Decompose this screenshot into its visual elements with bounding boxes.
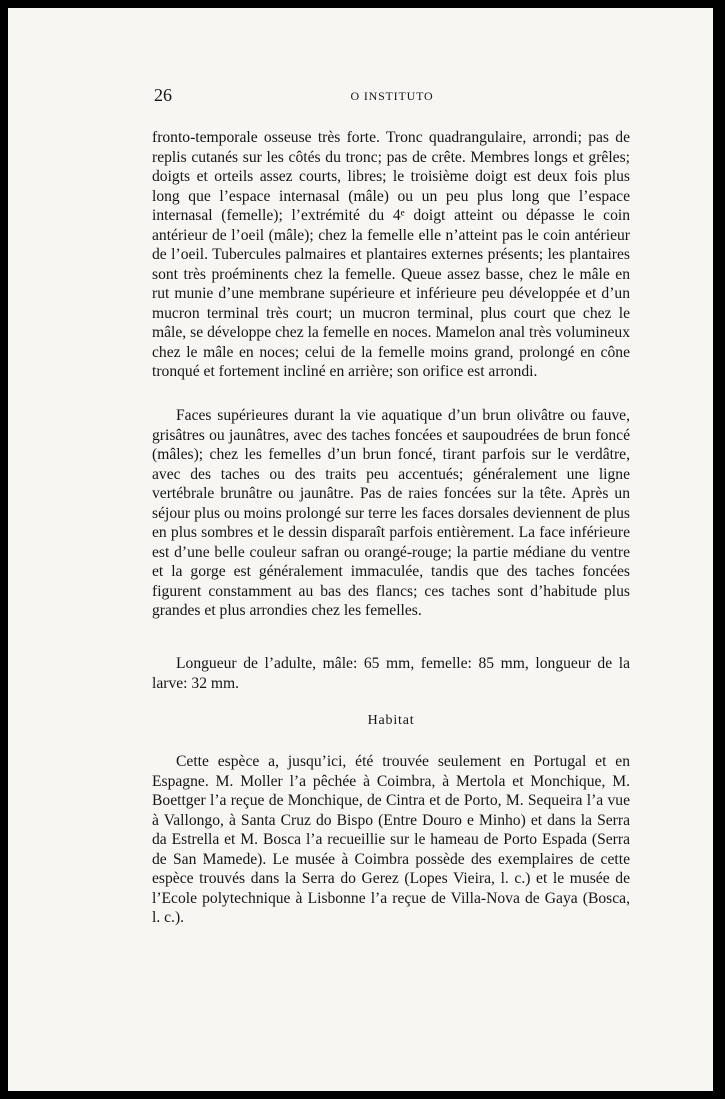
paragraph-morphology: fronto-temporale osseuse très forte. Tronc quadrangulaire, arrondi; pas de replis cutanés sur les côtés du tronc; pas de crête. Membres longs et grêles; doigts et orteils assez courts, libres; le troisième doigt est deux fois plus long que l’espace internasal (mâle) ou un peu plus long que l’espace internasal (femelle); l’extrémité du 4ᵉ doigt atteint ou dépasse le coin antérieur de l’oeil (mâle); chez la femelle elle n’atteint pas le coin antérieur de l’oeil. Tubercules palmaires et plantaires externes présents; les plantaires sont très proéminents chez la femelle. Queue assez basse, chez le mâle en rut munie d’une membrane supérieure et inférieure peu développée et d’un mucron terminal très court; un mucron terminal, plus court que chez le mâle, se développe chez la femelle en noces. Mamelon anal très volumineux chez le mâle en noces; celui de la femelle moins grand, prolongé en cône tronqué et fortement incliné en arrière; son orifice est arrondi.: [152, 129, 630, 380]
page-header: [154, 84, 630, 108]
length-block: [152, 654, 630, 693]
paragraph-length: Longueur de l’adulte, mâle: 65 mm, femelle: 85 mm, longueur de la larve: 32 mm.: [152, 655, 630, 692]
page-number: 26: [154, 85, 172, 105]
coloration-block: [152, 406, 630, 621]
paragraph-habitat: Cette espèce a, jusqu’ici, été trouvée seulement en Portugal et en Espagne. M. Moller l’a pêchée à Coimbra, à Mertola et Monchique, M. Boettger l’a reçue de Monchique, de Cintra et de Porto, M. Sequeira l’a vue à Vallongo, à Santa Cruz do Bispo (Entre Douro e Minho) et dans la Serra da Estrella et M. Bosca l’a recueillie sur le hameau de Porto Espada (Serra de San Mamede). Le musée à Coimbra possède des exemplaires de cette espèce trouvés dans la Serra do Gerez (Lopes Vieira, l. c.) et le musée de l’Ecole polytechnique à Lisbonne l’a reçue de Villa-Nova de Gaya (Bosca, l. c.).: [152, 753, 630, 926]
section-heading-habitat: Habitat: [367, 713, 415, 728]
paragraph-coloration: Faces supérieures durant la vie aquatique d’un brun olivâtre ou fauve, grisâtres ou jaunâtres, avec des taches foncées et saupoudrées de brun foncé (mâles); chez les femelles d’un brun foncé, tirant parfois sur le verdâtre, avec des taches ou des traits peu accentués; généralement une ligne vertébrale brunâtre ou jaunâtre. Pas de raies foncées sur la tête. Après un séjour plus ou moins prolongé sur terre les faces dorsales deviennent de plus en plus sombres et le dessin disparaît parfois entièrement. La face inférieure est d’une belle couleur safran ou orangé-rouge; la partie médiane du ventre et la gorge est généralement immaculée, tandis que des taches foncées figurent constamment au bas des flancs; ces taches sont d’habitude plus grandes et plus arrondies chez les femelles.: [152, 407, 630, 619]
description-block: [152, 128, 630, 382]
running-title: O INSTITUTO: [350, 89, 434, 103]
habitat-block: [152, 752, 630, 928]
book-page: [8, 8, 713, 1091]
